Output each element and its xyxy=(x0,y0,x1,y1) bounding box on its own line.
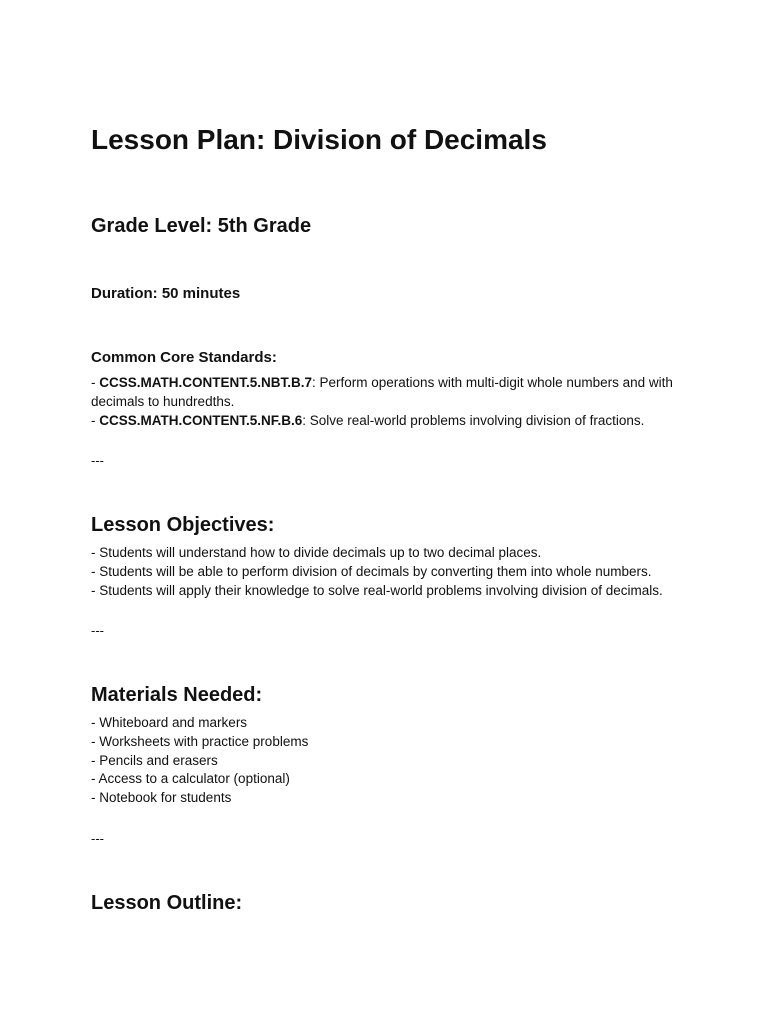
materials-heading: Materials Needed: xyxy=(91,684,263,706)
list-item: - Pencils and erasers xyxy=(91,752,218,768)
standard-code: CCSS.MATH.CONTENT.5.NF.B.6 xyxy=(99,412,303,428)
standard-prefix: - xyxy=(91,375,100,390)
outline-heading: Lesson Outline: xyxy=(91,892,243,914)
list-item: - Students will apply their knowledge to solve real-world problems involving division of decimals. xyxy=(91,582,663,598)
objectives-heading: Lesson Objectives: xyxy=(91,514,275,536)
separator: --- xyxy=(91,453,104,468)
objectives-list xyxy=(91,544,691,600)
separator: --- xyxy=(91,831,104,846)
standard-text: : Perform operations with multi-digit whole numbers and with decimals to hundredths. xyxy=(91,375,673,409)
duration-heading: Duration: 50 minutes xyxy=(91,285,241,302)
standards-heading: Common Core Standards: xyxy=(91,349,277,366)
standards-list xyxy=(91,374,691,430)
grade-level-heading: Grade Level: 5th Grade xyxy=(91,215,312,237)
list-item: - Whiteboard and markers xyxy=(91,715,248,730)
standard-item xyxy=(91,412,691,431)
document-title: Lesson Plan: Division of Decimals xyxy=(91,124,547,155)
list-item: - Students will understand how to divide decimals up to two decimal places. xyxy=(91,545,542,560)
list-item: - Students will be able to perform division of decimals by converting them into whole numbers. xyxy=(91,563,652,579)
separator: --- xyxy=(91,623,104,638)
standard-item xyxy=(91,374,691,412)
standard-prefix: - xyxy=(91,412,100,428)
list-item: - Notebook for students xyxy=(91,790,232,806)
list-item: - Access to a calculator (optional) xyxy=(91,771,290,787)
standard-code: CCSS.MATH.CONTENT.5.NBT.B.7 xyxy=(99,375,313,390)
list-item: - Worksheets with practice problems xyxy=(91,733,309,749)
standard-text: : Solve real-world problems involving division of fractions. xyxy=(302,412,645,428)
materials-list xyxy=(91,714,691,808)
